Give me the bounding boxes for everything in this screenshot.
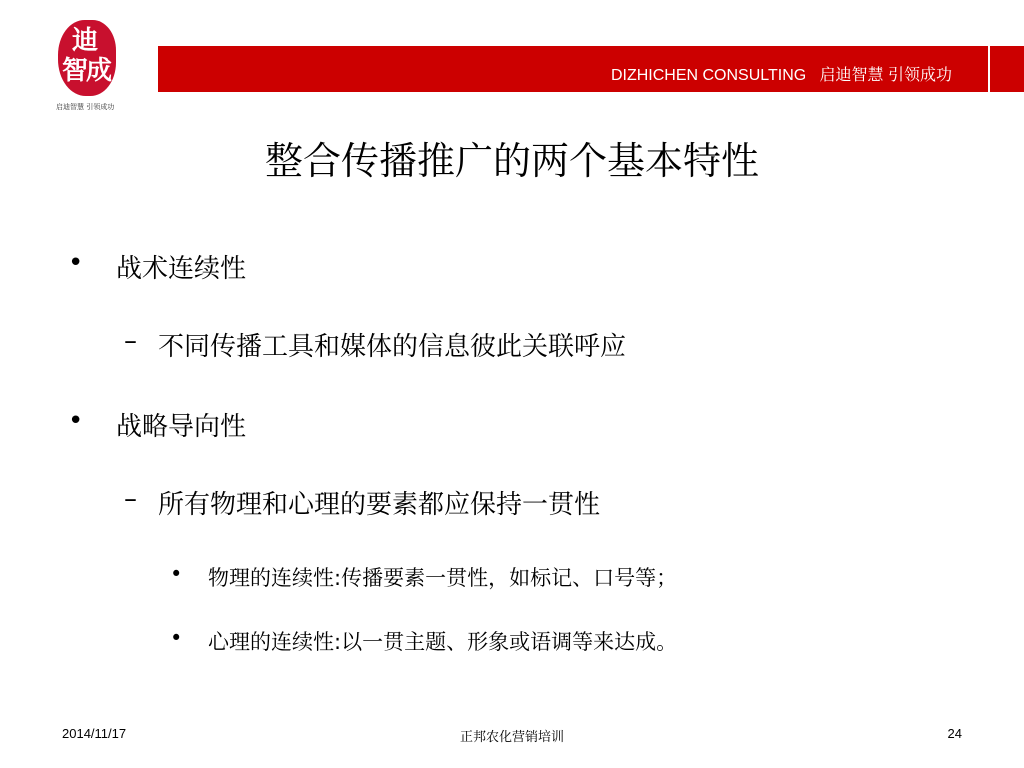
header-slogan: 启迪智慧 引领成功 bbox=[819, 67, 952, 84]
sub-item-1 bbox=[124, 326, 627, 362]
bullet-marker: • bbox=[170, 562, 183, 586]
company-logo bbox=[44, 18, 144, 114]
header-brand: DIZHICHEN CONSULTING bbox=[610, 67, 807, 84]
footer-center: 正邦农化营销培训 bbox=[459, 729, 564, 744]
bullet-text: 战术连续性 bbox=[116, 254, 247, 284]
bullet-text: 战略导向性 bbox=[116, 412, 247, 442]
footer-date: 2014/11/17 bbox=[62, 726, 127, 741]
bullet-marker: • bbox=[170, 626, 183, 650]
sub-sub-item-text: 心理的连续性:以一贯主题、形象或语调等来达成。 bbox=[208, 630, 678, 654]
slide-title: 整合传播推广的两个基本特性 bbox=[264, 139, 759, 183]
logo-tagline: 启迪智慧 引领成功 bbox=[56, 103, 115, 111]
logo-char-3: 成 bbox=[86, 56, 113, 86]
sub-sub-item-text: 物理的连续性:传播要素一贯性，如标记、口号等； bbox=[208, 566, 678, 590]
bullet-marker: • bbox=[68, 248, 84, 278]
header-bar-end bbox=[990, 46, 1024, 92]
sub-sub-item-1 bbox=[170, 562, 678, 590]
logo-char-2: 智 bbox=[62, 56, 89, 86]
bullet-item-2 bbox=[68, 406, 247, 442]
sub-item-text: 所有物理和心理的要素都应保持一贯性 bbox=[158, 490, 601, 520]
page-number: 24 bbox=[947, 726, 962, 741]
bullet-item-1 bbox=[68, 248, 247, 284]
bullet-marker: • bbox=[68, 406, 84, 436]
logo-char-1: 迪 bbox=[72, 26, 99, 56]
sub-item-text: 不同传播工具和媒体的信息彼此关联呼应 bbox=[158, 332, 627, 362]
sub-sub-item-2 bbox=[170, 626, 678, 654]
header-text bbox=[611, 62, 952, 85]
sub-item-2 bbox=[124, 484, 601, 520]
dash-marker: – bbox=[124, 484, 137, 514]
dash-marker: – bbox=[124, 326, 137, 356]
